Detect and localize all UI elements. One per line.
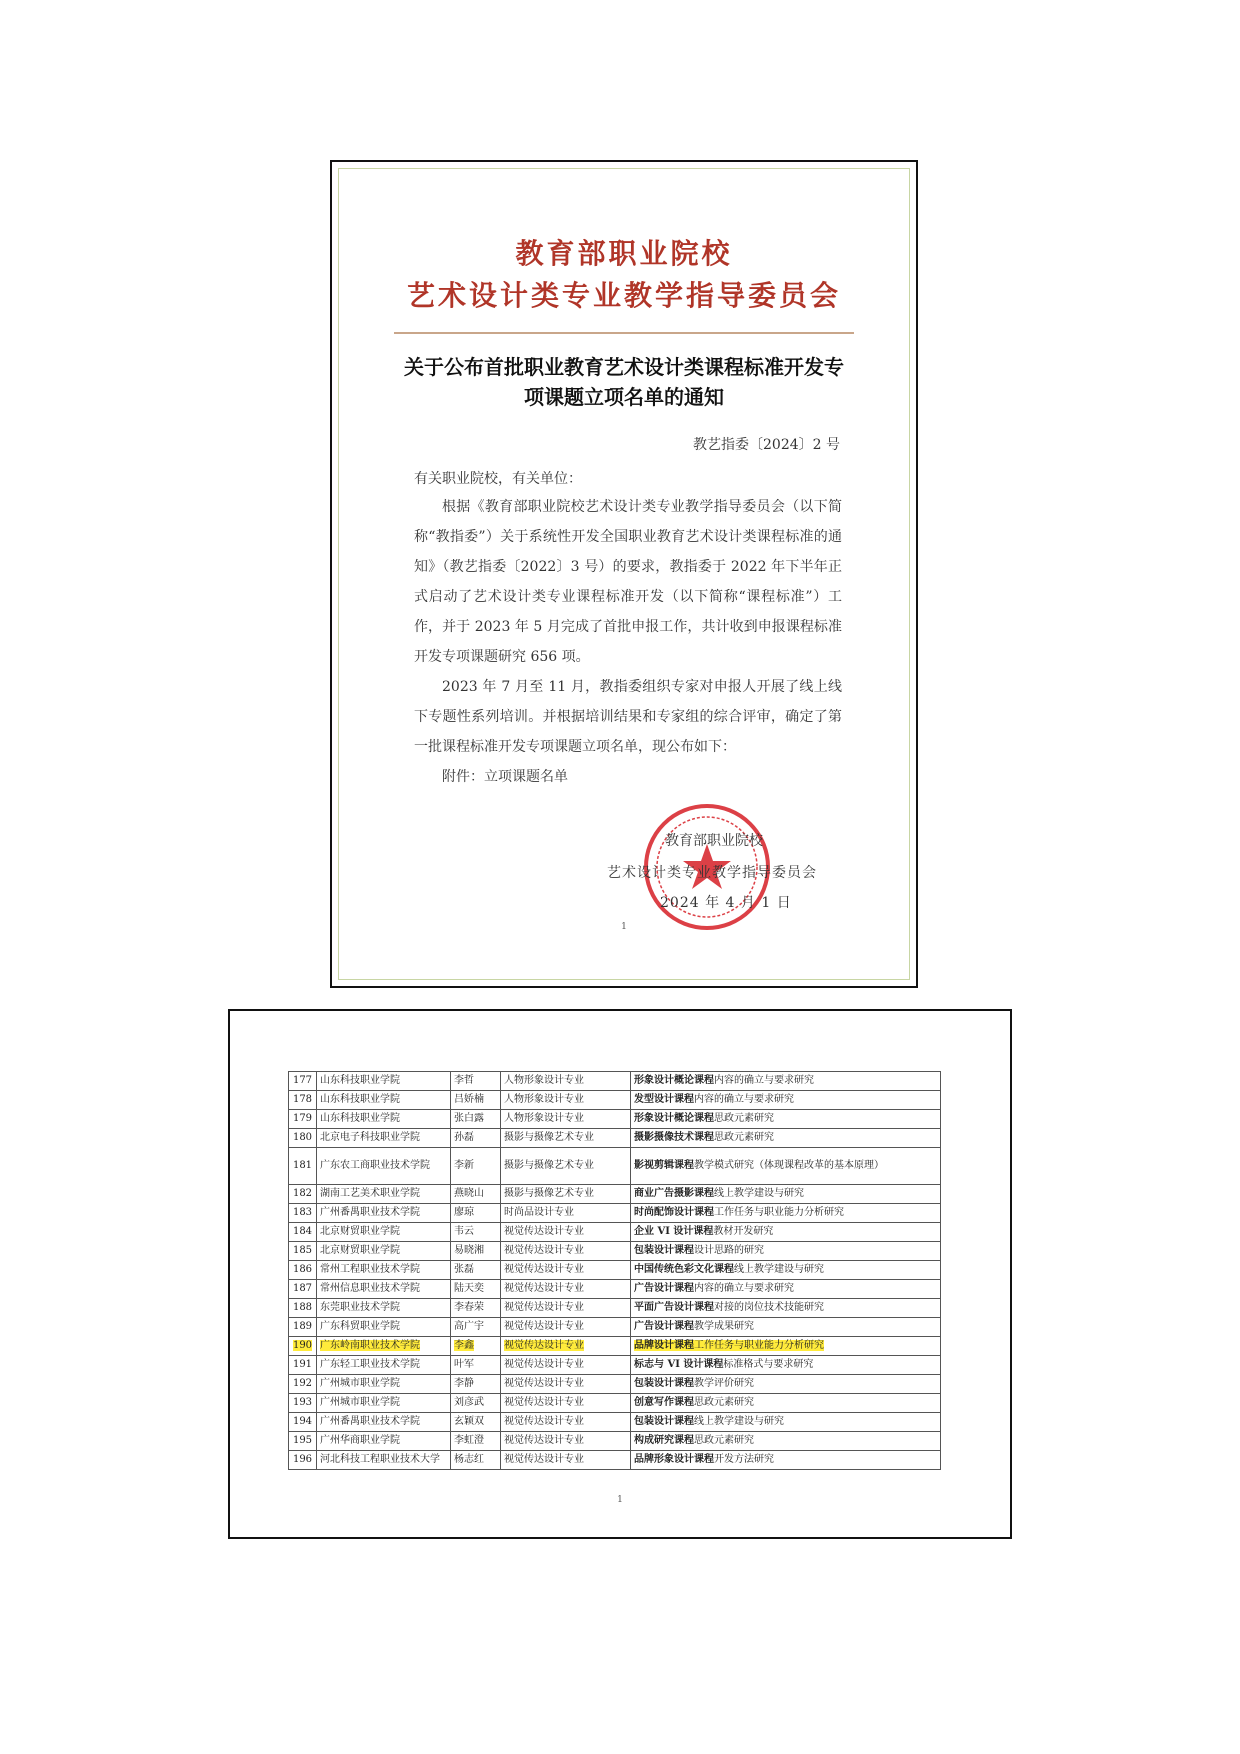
person-text: 玄颖双	[454, 1416, 484, 1427]
major-cell	[501, 1072, 631, 1091]
topic-text	[634, 1160, 884, 1171]
major-text: 视觉传达设计专业	[504, 1454, 584, 1465]
major-cell	[501, 1413, 631, 1432]
major-text: 时尚品设计专业	[504, 1207, 574, 1218]
school-text: 广东科贸职业学院	[320, 1321, 400, 1332]
person-text: 易晓湘	[454, 1245, 484, 1256]
table-row	[289, 1185, 941, 1204]
row-number-text: 192	[292, 1378, 313, 1389]
topic-cell	[631, 1223, 941, 1242]
person-cell	[451, 1091, 501, 1110]
person-text: 李春荣	[454, 1302, 484, 1313]
person-cell	[451, 1185, 501, 1204]
row-number-text: 181	[292, 1160, 313, 1171]
topic-course-name: 创意写作课程	[634, 1397, 694, 1408]
row-number-text: 187	[292, 1283, 313, 1294]
topic-cell	[631, 1356, 941, 1375]
row-number-cell	[289, 1394, 317, 1413]
topic-course-name: 广告设计课程	[634, 1283, 694, 1294]
school-cell	[317, 1280, 451, 1299]
major-cell	[501, 1204, 631, 1223]
row-number-cell	[289, 1223, 317, 1242]
topic-course-name: 形象设计概论课程	[634, 1075, 714, 1086]
school-cell	[317, 1072, 451, 1091]
person-cell	[451, 1204, 501, 1223]
page-number: 1	[621, 922, 627, 932]
major-text: 视觉传达设计专业	[504, 1416, 584, 1427]
school-cell	[317, 1299, 451, 1318]
major-text: 视觉传达设计专业	[504, 1378, 584, 1389]
row-number-cell	[289, 1242, 317, 1261]
notice-title: 关于公布首批职业教育艺术设计类课程标准开发专项课题立项名单的通知	[404, 355, 844, 409]
topic-cell	[631, 1337, 941, 1356]
school-text: 广州城市职业学院	[320, 1397, 400, 1408]
page-number: 1	[617, 1495, 623, 1505]
project-list-body	[289, 1072, 941, 1470]
row-number-text: 178	[292, 1094, 313, 1105]
school-cell	[317, 1129, 451, 1148]
table-row	[289, 1318, 941, 1337]
topic-cell	[631, 1299, 941, 1318]
topic-text	[634, 1416, 784, 1427]
topic-cell	[631, 1375, 941, 1394]
person-text: 李鑫	[454, 1340, 474, 1351]
topic-cell	[631, 1185, 941, 1204]
topic-text	[634, 1340, 824, 1351]
school-cell	[317, 1242, 451, 1261]
row-number-text: 196	[292, 1454, 313, 1465]
person-text: 孙磊	[454, 1132, 474, 1143]
person-cell	[451, 1223, 501, 1242]
topic-course-name: 平面广告设计课程	[634, 1302, 714, 1313]
person-cell	[451, 1110, 501, 1129]
school-text: 湖南工艺美术职业学院	[320, 1188, 420, 1199]
topic-cell	[631, 1413, 941, 1432]
school-cell	[317, 1261, 451, 1280]
topic-cell	[631, 1451, 941, 1470]
topic-text	[634, 1245, 764, 1256]
topic-text	[634, 1454, 774, 1465]
topic-course-name: 中国传统色彩文化课程	[634, 1264, 734, 1275]
person-cell	[451, 1129, 501, 1148]
row-number-text: 184	[292, 1226, 313, 1237]
topic-cell	[631, 1129, 941, 1148]
topic-research-focus: 标准格式与要求研究	[723, 1359, 814, 1370]
topic-course-name: 企业 VI 设计课程	[634, 1226, 714, 1237]
row-number-text: 180	[292, 1132, 313, 1143]
school-cell	[317, 1148, 451, 1185]
row-number-text: 182	[292, 1188, 313, 1199]
person-text: 李新	[454, 1160, 474, 1171]
school-cell	[317, 1318, 451, 1337]
row-number-cell	[289, 1432, 317, 1451]
school-cell	[317, 1356, 451, 1375]
topic-cell	[631, 1242, 941, 1261]
major-text: 视觉传达设计专业	[504, 1302, 584, 1313]
major-text: 视觉传达设计专业	[504, 1340, 584, 1351]
school-text: 广州番禺职业技术学院	[320, 1416, 420, 1427]
table-row	[289, 1451, 941, 1470]
topic-course-name: 品牌设计课程	[634, 1340, 694, 1351]
person-text: 张磊	[454, 1264, 474, 1275]
school-cell	[317, 1337, 451, 1356]
table-row	[289, 1072, 941, 1091]
person-cell	[451, 1072, 501, 1091]
attachment-line: 附件：立项课题名单	[442, 769, 568, 785]
row-number-text: 193	[292, 1397, 313, 1408]
topic-text	[634, 1207, 844, 1218]
topic-text	[634, 1188, 804, 1199]
row-number-text: 179	[292, 1113, 313, 1124]
table-row	[289, 1242, 941, 1261]
major-cell	[501, 1185, 631, 1204]
topic-cell	[631, 1394, 941, 1413]
row-number-cell	[289, 1110, 317, 1129]
person-text: 杨志红	[454, 1454, 484, 1465]
row-number-text: 191	[292, 1359, 313, 1370]
major-cell	[501, 1110, 631, 1129]
person-text: 韦云	[454, 1226, 474, 1237]
school-text: 广州华商职业学院	[320, 1435, 400, 1446]
school-text: 常州信息职业技术学院	[320, 1283, 420, 1294]
topic-research-focus: 内容的确立与要求研究	[694, 1094, 794, 1105]
topic-research-focus: 思政元素研究	[714, 1132, 774, 1143]
person-text: 陆天奕	[454, 1283, 484, 1294]
topic-research-focus: 教学评价研究	[694, 1378, 754, 1389]
topic-research-focus: 线上教学建设与研究	[734, 1264, 824, 1275]
person-text: 刘彦武	[454, 1397, 484, 1408]
topic-text	[634, 1378, 754, 1389]
major-cell	[501, 1375, 631, 1394]
major-cell	[501, 1261, 631, 1280]
major-text: 视觉传达设计专业	[504, 1264, 584, 1275]
table-row	[289, 1280, 941, 1299]
table-row	[289, 1356, 941, 1375]
topic-research-focus: 工作任务与职业能力分析研究	[694, 1340, 824, 1351]
major-text: 视觉传达设计专业	[504, 1359, 584, 1370]
topic-course-name: 发型设计课程	[634, 1094, 694, 1105]
topic-text	[634, 1132, 774, 1143]
topic-text	[634, 1435, 754, 1446]
topic-course-name: 构成研究课程	[634, 1435, 694, 1446]
row-number-cell	[289, 1261, 317, 1280]
school-text: 山东科技职业学院	[320, 1075, 400, 1086]
major-cell	[501, 1299, 631, 1318]
topic-text	[634, 1359, 813, 1370]
row-number-text: 183	[292, 1207, 313, 1218]
row-number-cell	[289, 1337, 317, 1356]
row-number-text: 188	[292, 1302, 313, 1313]
school-text: 广州城市职业学院	[320, 1378, 400, 1389]
topic-research-focus: 思政元素研究	[694, 1397, 754, 1408]
major-text: 人物形象设计专业	[504, 1094, 584, 1105]
row-number-text: 177	[292, 1075, 313, 1086]
major-text: 人物形象设计专业	[504, 1075, 584, 1086]
issuer-header-line1: 教育部职业院校	[515, 237, 733, 270]
row-number-text: 194	[292, 1416, 313, 1427]
topic-text	[634, 1113, 774, 1124]
major-text: 视觉传达设计专业	[504, 1435, 584, 1446]
notice-page	[330, 160, 918, 988]
row-number-cell	[289, 1072, 317, 1091]
person-text: 李哲	[454, 1075, 474, 1086]
topic-text	[634, 1283, 794, 1294]
school-text: 山东科技职业学院	[320, 1113, 400, 1124]
topic-research-focus: 思政元素研究	[694, 1435, 754, 1446]
person-text: 张白露	[454, 1113, 484, 1124]
row-number-text: 186	[292, 1264, 313, 1275]
person-text: 李静	[454, 1378, 474, 1389]
major-cell	[501, 1223, 631, 1242]
body-paragraph-2: 2023 年 7 月至 11 月，教指委组织专家对申报人开展了线上线下专题性系列培训。并根据培训结果和专家组的综合评审，确定了第一批课程标准开发专项课题立项名单，现公布如下：	[414, 679, 842, 755]
row-number-cell	[289, 1413, 317, 1432]
major-cell	[501, 1394, 631, 1413]
person-cell	[451, 1451, 501, 1470]
topic-cell	[631, 1110, 941, 1129]
row-number-cell	[289, 1356, 317, 1375]
topic-text	[634, 1397, 754, 1408]
topic-text	[634, 1226, 773, 1237]
major-text: 视觉传达设计专业	[504, 1226, 584, 1237]
topic-cell	[631, 1072, 941, 1091]
school-cell	[317, 1091, 451, 1110]
row-number-text: 185	[292, 1245, 313, 1256]
table-row	[289, 1204, 941, 1223]
topic-course-name: 商业广告摄影课程	[634, 1188, 714, 1199]
topic-cell	[631, 1318, 941, 1337]
topic-research-focus: 线上教学建设与研究	[694, 1416, 784, 1427]
person-cell	[451, 1280, 501, 1299]
person-cell	[451, 1299, 501, 1318]
table-row	[289, 1148, 941, 1185]
major-text: 视觉传达设计专业	[504, 1245, 584, 1256]
salutation: 有关职业院校，有关单位：	[414, 471, 582, 487]
person-cell	[451, 1242, 501, 1261]
person-cell	[451, 1432, 501, 1451]
major-cell	[501, 1318, 631, 1337]
topic-cell	[631, 1261, 941, 1280]
person-text: 叶军	[454, 1359, 474, 1370]
row-number-text: 189	[292, 1321, 313, 1332]
major-cell	[501, 1432, 631, 1451]
school-cell	[317, 1185, 451, 1204]
signature-date: 2024 年 4 月 1 日	[660, 895, 792, 911]
topic-cell	[631, 1280, 941, 1299]
body-paragraph-1: 根据《教育部职业院校艺术设计类专业教学指导委员会（以下简称“教指委”）关于系统性开发全国职业教育艺术设计类课程标准的通知》（教艺指委〔2022〕3 号）的要求，教指委于 2022 年下半年正式启动了艺术设计类专业课程标准开发（以下简称“课程标准”）工作，并于 2023 年 5 月完成了首批申报工作，共计收到申报课程标准开发专项课题研究 656 项。	[414, 499, 842, 665]
topic-course-name: 形象设计概论课程	[634, 1113, 714, 1124]
person-cell	[451, 1261, 501, 1280]
row-number-cell	[289, 1148, 317, 1185]
topic-cell	[631, 1204, 941, 1223]
person-cell	[451, 1148, 501, 1185]
school-text: 广州番禺职业技术学院	[320, 1207, 420, 1218]
row-number-cell	[289, 1091, 317, 1110]
topic-text	[634, 1264, 824, 1275]
topic-course-name: 品牌形象设计课程	[634, 1454, 714, 1465]
topic-research-focus: 教学模式研究（体现课程改革的基本原理）	[694, 1160, 884, 1171]
major-text: 视觉传达设计专业	[504, 1397, 584, 1408]
topic-course-name: 摄影摄像技术课程	[634, 1132, 714, 1143]
school-text: 广东农工商职业技术学院	[320, 1160, 430, 1171]
topic-research-focus: 教材开发研究	[713, 1226, 774, 1237]
school-text: 北京电子科技职业学院	[320, 1132, 420, 1143]
row-number-cell	[289, 1280, 317, 1299]
major-cell	[501, 1242, 631, 1261]
table-row	[289, 1223, 941, 1242]
table-row	[289, 1337, 941, 1356]
topic-text	[634, 1321, 754, 1332]
table-row	[289, 1261, 941, 1280]
topic-research-focus: 设计思路的研究	[694, 1245, 764, 1256]
row-number-cell	[289, 1451, 317, 1470]
topic-cell	[631, 1091, 941, 1110]
row-number-text: 190	[292, 1340, 313, 1351]
school-cell	[317, 1432, 451, 1451]
major-cell	[501, 1091, 631, 1110]
school-cell	[317, 1451, 451, 1470]
row-number-text: 195	[292, 1435, 313, 1446]
topic-course-name: 时尚配饰设计课程	[634, 1207, 714, 1218]
person-cell	[451, 1413, 501, 1432]
topic-text	[634, 1094, 794, 1105]
major-text: 摄影与摄像艺术专业	[504, 1160, 594, 1171]
school-cell	[317, 1110, 451, 1129]
school-text: 山东科技职业学院	[320, 1094, 400, 1105]
school-text: 广东轻工职业技术学院	[320, 1359, 420, 1370]
row-number-cell	[289, 1318, 317, 1337]
person-text: 燕晓山	[454, 1188, 484, 1199]
topic-course-name: 标志与 VI 设计课程	[634, 1359, 724, 1370]
table-row	[289, 1299, 941, 1318]
row-number-cell	[289, 1129, 317, 1148]
school-text: 北京财贸职业学院	[320, 1226, 400, 1237]
school-text: 常州工程职业技术学院	[320, 1264, 420, 1275]
school-text: 北京财贸职业学院	[320, 1245, 400, 1256]
table-row	[289, 1091, 941, 1110]
person-text: 吕娇楠	[454, 1094, 484, 1105]
topic-course-name: 包装设计课程	[634, 1245, 694, 1256]
school-text: 河北科技工程职业技术大学	[320, 1454, 440, 1465]
row-number-cell	[289, 1299, 317, 1318]
topic-research-focus: 开发方法研究	[714, 1454, 774, 1465]
topic-research-focus: 思政元素研究	[714, 1113, 774, 1124]
major-text: 摄影与摄像艺术专业	[504, 1188, 594, 1199]
topic-research-focus: 教学成果研究	[694, 1321, 754, 1332]
school-cell	[317, 1375, 451, 1394]
person-cell	[451, 1318, 501, 1337]
school-text: 广东岭南职业技术学院	[320, 1340, 420, 1351]
row-number-cell	[289, 1204, 317, 1223]
document-number: 教艺指委〔2024〕2 号	[693, 437, 840, 453]
school-cell	[317, 1204, 451, 1223]
table-row	[289, 1110, 941, 1129]
major-text: 人物形象设计专业	[504, 1113, 584, 1124]
school-cell	[317, 1223, 451, 1242]
person-text: 廖琼	[454, 1207, 474, 1218]
person-text: 李虹澄	[454, 1435, 484, 1446]
person-text: 高广宇	[454, 1321, 484, 1332]
topic-course-name: 包装设计课程	[634, 1416, 694, 1427]
signature-org-line1: 教育部职业院校	[665, 833, 763, 849]
major-cell	[501, 1337, 631, 1356]
topic-research-focus: 内容的确立与要求研究	[714, 1075, 814, 1086]
person-cell	[451, 1375, 501, 1394]
topic-text	[634, 1075, 814, 1086]
topic-research-focus: 内容的确立与要求研究	[694, 1283, 794, 1294]
major-cell	[501, 1129, 631, 1148]
table-row	[289, 1394, 941, 1413]
project-list-table	[288, 1071, 941, 1470]
person-cell	[451, 1394, 501, 1413]
person-cell	[451, 1337, 501, 1356]
issuer-header-line2: 艺术设计类专业教学指导委员会	[406, 279, 841, 312]
major-text: 视觉传达设计专业	[504, 1321, 584, 1332]
table-row	[289, 1375, 941, 1394]
topic-research-focus: 工作任务与职业能力分析研究	[714, 1207, 844, 1218]
topic-cell	[631, 1148, 941, 1185]
row-number-cell	[289, 1185, 317, 1204]
school-cell	[317, 1413, 451, 1432]
topic-course-name: 包装设计课程	[634, 1378, 694, 1389]
major-text: 摄影与摄像艺术专业	[504, 1132, 594, 1143]
major-cell	[501, 1148, 631, 1185]
row-number-cell	[289, 1375, 317, 1394]
topic-cell	[631, 1432, 941, 1451]
topic-course-name: 影视剪辑课程	[634, 1160, 694, 1171]
school-text: 东莞职业技术学院	[320, 1302, 400, 1313]
topic-course-name: 广告设计课程	[634, 1321, 694, 1332]
school-cell	[317, 1394, 451, 1413]
major-cell	[501, 1356, 631, 1375]
list-page	[228, 1009, 1012, 1539]
table-row	[289, 1129, 941, 1148]
table-row	[289, 1432, 941, 1451]
major-text: 视觉传达设计专业	[504, 1283, 584, 1294]
major-cell	[501, 1280, 631, 1299]
header-divider	[394, 332, 854, 334]
topic-text	[634, 1302, 824, 1313]
topic-research-focus: 线上教学建设与研究	[714, 1188, 804, 1199]
person-cell	[451, 1356, 501, 1375]
table-row	[289, 1413, 941, 1432]
major-cell	[501, 1451, 631, 1470]
topic-research-focus: 对接的岗位技术技能研究	[714, 1302, 824, 1313]
signature-org-line2: 艺术设计类专业教学指导委员会	[607, 865, 817, 881]
